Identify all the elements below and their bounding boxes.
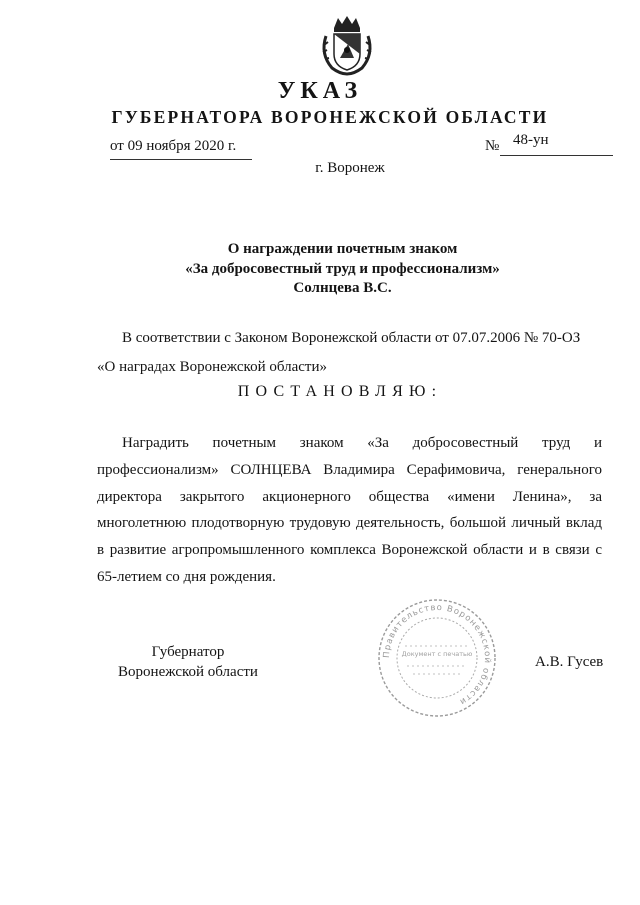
decree-body: Наградить почетным знаком «За добросовестный труд и профессионализм» СОЛНЦЕВА Владимира Серафимовича, генерального директора закрытого акционерного общества «имени Ленина», за многолетнюю плодотворную трудовую деятельность, большой личный вклад в развитие агропромышленного комплекса Воронежской области и в связи с 65-летием со дня рождения. bbox=[97, 435, 602, 585]
document-subtitle: ГУБЕРНАТОРА ВОРОНЕЖСКОЙ ОБЛАСТИ bbox=[111, 107, 549, 127]
legal-basis-line: В соответствии с Законом Воронежской области от 07.07.2006 № 70-ОЗ bbox=[122, 330, 581, 346]
signatory-name: А.В. Гусев bbox=[535, 654, 604, 670]
signatory-title-line: Воронежской области bbox=[118, 664, 258, 680]
signatory-title bbox=[108, 642, 268, 682]
heading-line: «За добросовестный труд и профессионализм» bbox=[185, 260, 500, 277]
coat-of-arms-icon bbox=[318, 14, 376, 76]
decree-date: от 09 ноября 2020 г. bbox=[110, 138, 237, 154]
signatory-title-line: Губернатор bbox=[151, 644, 225, 660]
decree-word: ПОСТАНОВЛЯЮ: bbox=[237, 383, 443, 400]
document-title: УКАЗ bbox=[277, 78, 363, 104]
heading-line: О награждении почетным знаком bbox=[227, 241, 458, 257]
decree-heading bbox=[0, 240, 640, 299]
city: г. Воронеж bbox=[315, 160, 385, 176]
number-underline bbox=[500, 155, 613, 156]
legal-basis-line: «О наградах Воронежской области» bbox=[97, 359, 328, 375]
seal-ring-text: Правительство Воронежской области bbox=[381, 602, 493, 707]
decree-number-block bbox=[485, 132, 615, 155]
number-sign: № bbox=[485, 138, 500, 154]
heading-line: Солнцева В.С. bbox=[293, 280, 392, 296]
official-seal-icon bbox=[375, 596, 499, 720]
decree-number: 48-ун bbox=[513, 132, 549, 148]
seal-center-text: Документ с печатью bbox=[401, 650, 473, 658]
